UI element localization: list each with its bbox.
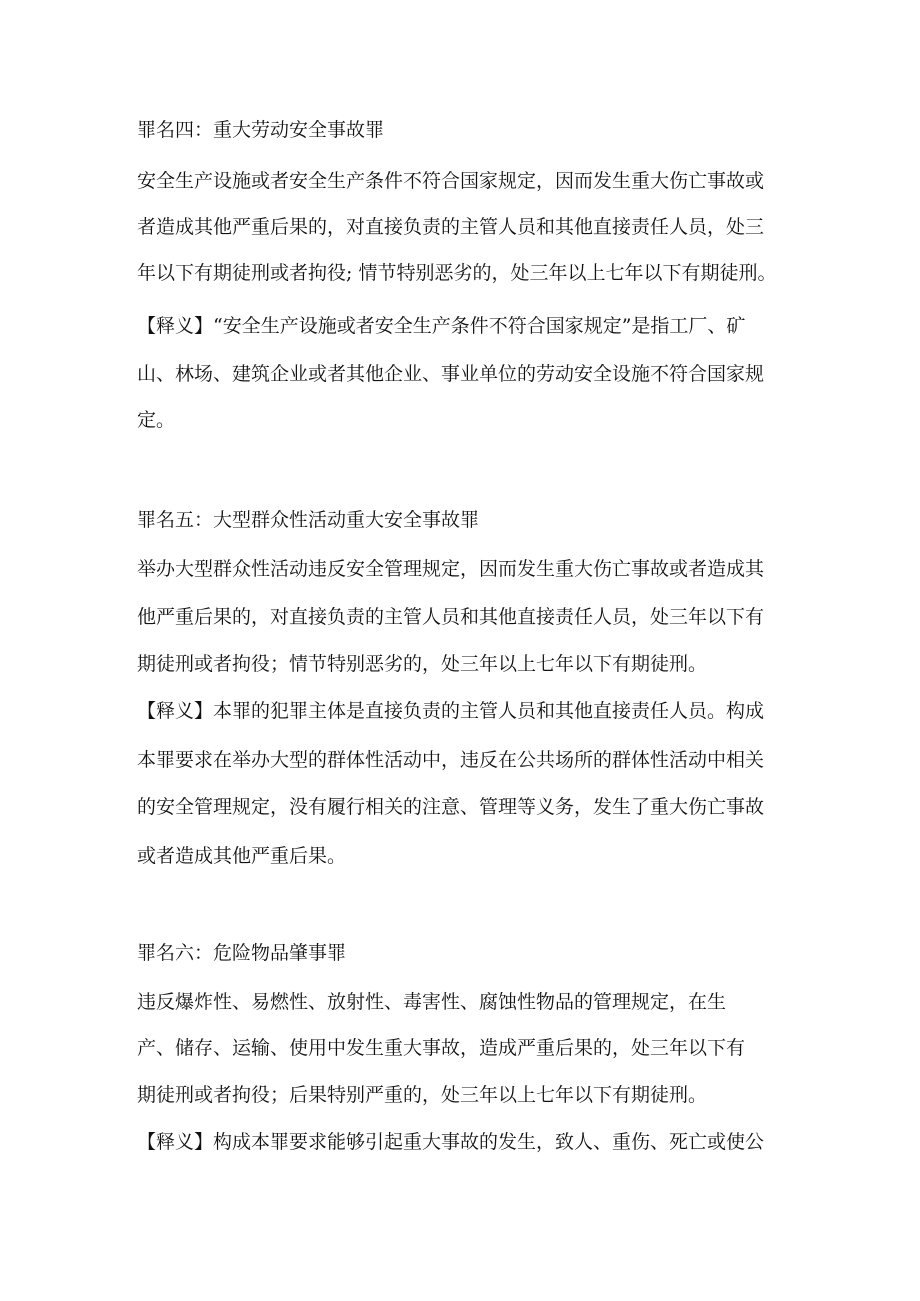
section5-body-line: 期徒刑或者拘役；情节特别恶劣的，处三年以上七年以下有期徒刑。	[137, 653, 708, 675]
section4-body-line: 安全生产设施或者安全生产条件不符合国家规定，因而发生重大伤亡事故或	[137, 170, 765, 192]
section4-body-line: 者造成其他严重后果的，对直接负责的主管人员和其他直接责任人员，处三	[137, 216, 765, 238]
section5-title: 罪名五：大型群众性活动重大安全事故罪	[137, 509, 480, 531]
section6-body-line: 产、储存、运输、使用中发生重大事故，造成严重后果的，处三年以下有	[137, 1037, 746, 1059]
section5-note-line: 或者造成其他严重后果。	[137, 845, 347, 867]
section6-body-line: 违反爆炸性、易燃性、放射性、毒害性、腐蚀性物品的管理规定，在生	[137, 991, 727, 1013]
section5-note-line: 【释义】本罪的犯罪主体是直接负责的主管人员和其他直接责任人员。构成	[137, 700, 765, 722]
section4-body-line: 年以下有期徒刑或者拘役; 情节特别恶劣的，处三年以上七年以下有期徒刑。	[137, 262, 777, 284]
section4-note-line: 定。	[137, 409, 176, 431]
section5-note-line: 本罪要求在举办大型的群体性活动中，违反在公共场所的群体性活动中相关	[137, 749, 765, 771]
section5-body-line: 他严重后果的，对直接负责的主管人员和其他直接责任人员，处三年以下有	[137, 606, 765, 628]
section4-title: 罪名四：重大劳动安全事故罪	[137, 119, 385, 141]
section6-note-line: 【释义】构成本罪要求能够引起重大事故的发生，致人、重伤、死亡或使公	[137, 1131, 765, 1153]
section4-note-line: 【释义】“安全生产设施或者安全生产条件不符合国家规定”是指工厂、矿	[137, 315, 746, 337]
section4-note-line: 山、林场、建筑企业或者其他企业、事业单位的劳动安全设施不符合国家规	[137, 363, 765, 385]
section6-body-line: 期徒刑或者拘役；后果特别严重的，处三年以上七年以下有期徒刑。	[137, 1084, 708, 1106]
section5-body-line: 举办大型群众性活动违反安全管理规定，因而发生重大伤亡事故或者造成其	[137, 558, 765, 580]
section5-note-line: 的安全管理规定，没有履行相关的注意、管理等义务，发生了重大伤亡事故	[137, 796, 765, 818]
section6-title: 罪名六：危险物品肇事罪	[137, 942, 347, 964]
